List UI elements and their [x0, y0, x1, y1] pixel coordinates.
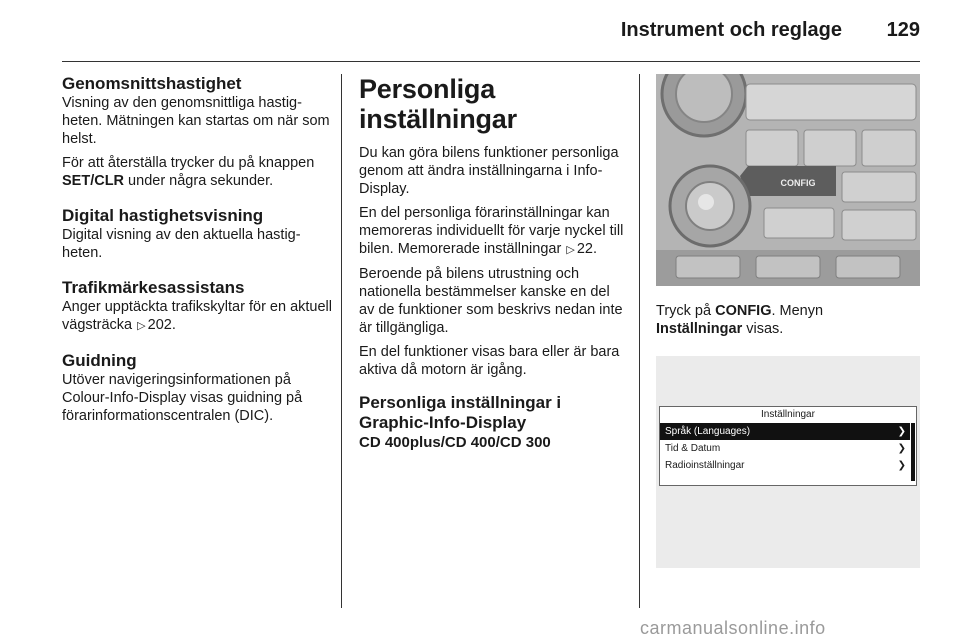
page-number: 129: [886, 19, 920, 41]
paragraph: Visning av den genomsnittliga hastigheten. Mätningen kan startas om när som helst.: [62, 95, 330, 147]
menu-item-time-date[interactable]: Tid & Datum ❯: [660, 440, 910, 457]
screen-title: Inställningar: [761, 409, 815, 420]
page-title: Instrument och reglage: [620, 19, 842, 41]
watermark: carmanualsonline.info: [640, 618, 826, 638]
section-heading: Genomsnittshastighet: [62, 74, 242, 93]
page-reference[interactable]: ▷ 202.: [136, 317, 176, 333]
paragraph: En del personliga förarinställningar kan memoreras individuellt för varje nyckel till bilen. Memorerade inställningar ▷ 22.: [359, 204, 627, 259]
config-button-label: CONFIG: [780, 178, 816, 188]
model-list: CD 400plus/CD 400/CD 300: [359, 434, 551, 451]
column-right: [656, 74, 920, 568]
section-heading: Digital hastighetsvisning: [62, 206, 264, 225]
column-divider: [639, 74, 640, 608]
paragraph: En del funktioner visas bara eller är bara aktiva då motorn är igång.: [359, 344, 620, 378]
section-heading: Trafikmärkesassistans: [62, 278, 245, 297]
section-guidance: [62, 351, 332, 425]
paragraph: Digital visning av den aktuella hastigheten.: [62, 227, 301, 261]
settings-screen: [659, 406, 917, 486]
section-traffic-sign: [62, 278, 332, 335]
dashboard-illustration: [656, 74, 920, 286]
subheading: Personliga inställningar i Graphic-Info-Display: [359, 393, 562, 432]
section-digital-speed: [62, 206, 332, 262]
key-label: SET/CLR: [62, 173, 125, 189]
chevron-right-icon: ❯: [897, 460, 906, 471]
photo-caption: Tryck på CONFIG. Menyn Inställningar visas.: [656, 303, 824, 337]
page-header: [62, 0, 920, 62]
column-middle: [359, 74, 627, 453]
section-average-speed: [62, 74, 332, 190]
paragraph: För att återställa trycker du på knappen SET/CLR under några sekunder.: [62, 155, 315, 189]
menu-item-language[interactable]: Språk (Languages) ❯: [660, 423, 910, 440]
dashboard-photo: [656, 74, 920, 286]
main-heading: Personliga inställningar: [359, 74, 517, 134]
chevron-right-icon: ❯: [897, 443, 906, 454]
column-divider: [341, 74, 342, 608]
paragraph: Anger upptäckta trafikskyltar för en aktuell vägsträcka ▷ 202.: [62, 298, 332, 335]
menu-item-radio-settings[interactable]: Radioinställningar ❯: [660, 457, 910, 474]
page-reference[interactable]: ▷ 22.: [565, 241, 597, 257]
section-heading: Guidning: [62, 351, 137, 370]
scrollbar[interactable]: [911, 423, 915, 481]
paragraph: Beroende på bilens utrustning och nationella bestämmelser kanske en del av de funktioner som beskrivs nedan inte är tillgängliga.: [359, 266, 623, 336]
display-screenshot: [656, 356, 920, 568]
paragraph: Du kan göra bilens funktioner personliga genom att ändra inställningarna i Info-Display.: [359, 145, 619, 197]
column-left: [62, 74, 332, 441]
paragraph: Utöver navigeringsinformationen på Colour-Info-Display visas guidning på förarinformationscentralen (DIC).: [62, 372, 303, 424]
chevron-right-icon: ❯: [897, 426, 906, 437]
